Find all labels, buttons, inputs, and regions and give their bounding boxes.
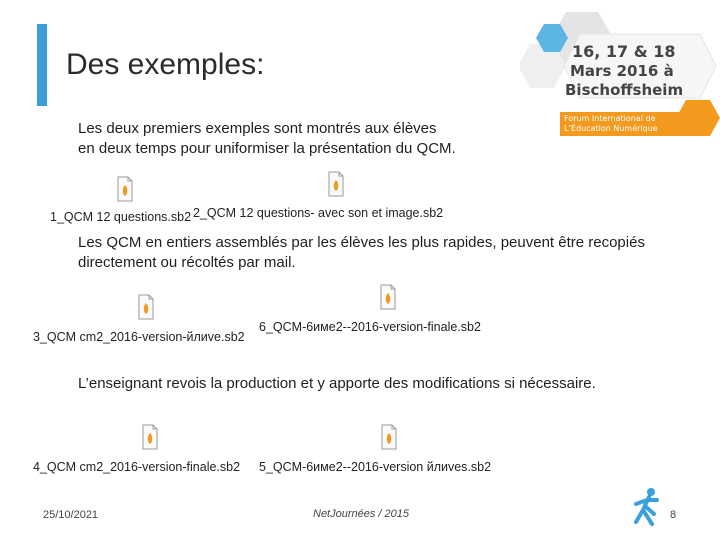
file-name: 2_QCM 12 questions- avec son et image.sb2 [193,206,444,220]
paragraph-2-line-1: Les QCM en entiers assemblés par les élèves les plus rapides, peuvent être recopiés [78,234,645,251]
file-name: 6_QCM-6име2--2016-version-finale.sb2 [259,320,481,334]
file-name: 4_QCM cm2_2016-version-finale.sb2 [33,460,241,474]
file-name: 3_QCM cm2_2016-version-йлиve.sb2 [33,330,245,344]
running-figure-icon [630,486,660,528]
paragraph-3: L’enseignant revois la production et y apporte des modifications si nécessaire. [78,375,596,392]
logo-banner-line2: L’Éducation Numérique [564,124,658,133]
paragraph-1-line-1: Les deux premiers exemples sont montrés aux élèves [78,120,437,137]
logo-dates: 16, 17 & 18 [572,42,676,61]
title-accent-bar [37,24,47,106]
scratch-file-icon [381,424,397,450]
file-name: 1_QCM 12 questions.sb2 [50,210,192,224]
scratch-file-icon [138,294,154,320]
scratch-file-icon [117,176,133,202]
file-name: 5_QCM-6име2--2016-version йлиves.sb2 [259,460,492,474]
scratch-file-icon [142,424,158,450]
logo-place: Bischoffsheim [565,81,684,99]
logo-month: Mars 2016 à [570,62,674,80]
paragraph-2-line-2: directement ou récoltés par mail. [78,254,296,271]
footer-center-text: NetJournées / 2015 [313,508,410,520]
forum-logo [520,4,720,154]
page-number: 8 [670,509,677,521]
scratch-file-icon [328,171,344,197]
slide-title: Des exemples: [66,48,265,81]
logo-banner-line1: Forum International de [564,114,656,123]
scratch-file-icon [380,284,396,310]
paragraph-1-line-2: en deux temps pour uniformiser la présentation du QCM. [78,140,456,157]
footer-date: 25/10/2021 [43,509,99,521]
